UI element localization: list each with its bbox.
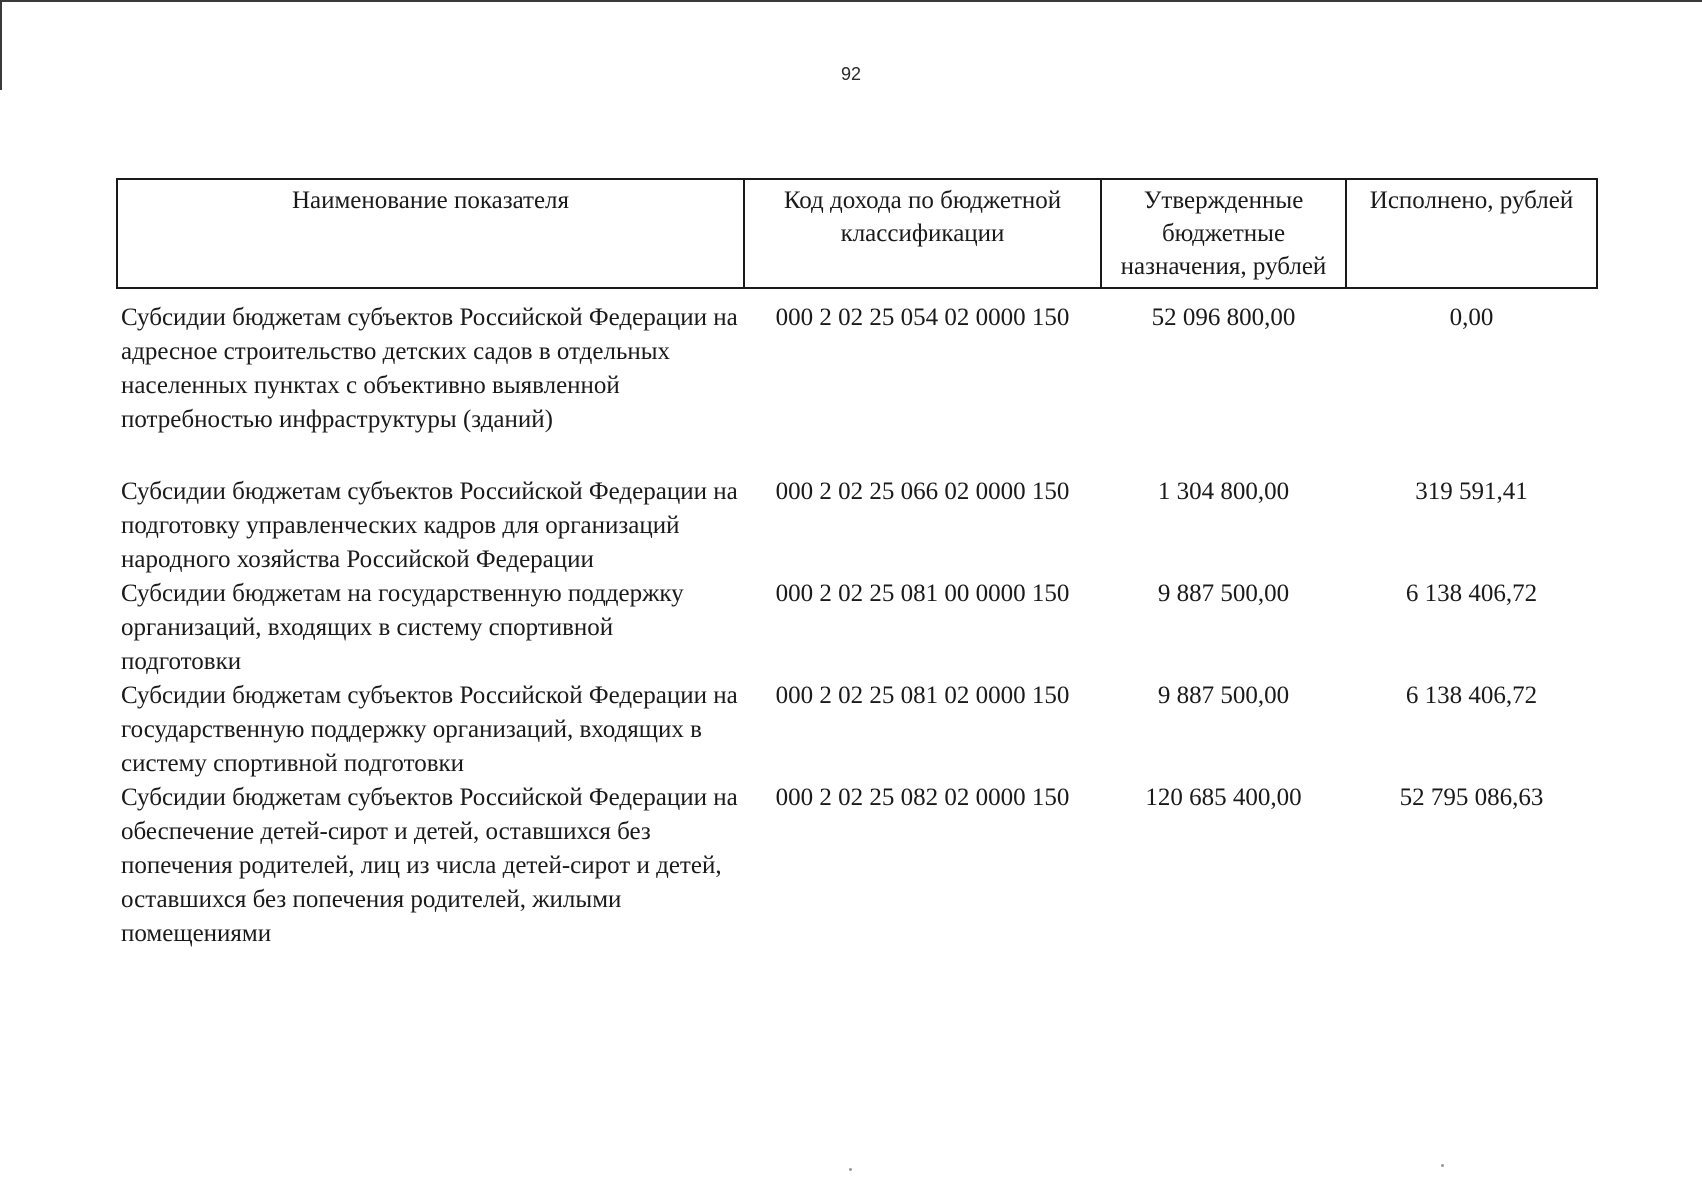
header-row bbox=[117, 179, 1597, 288]
cell-executed-amount: 52 795 086,63 bbox=[1399, 784, 1544, 811]
cell-executed-amount: 6 138 406,72 bbox=[1405, 580, 1538, 607]
header-indicator-name: Наименование показателя bbox=[117, 179, 744, 288]
scan-speck bbox=[1441, 1164, 1444, 1167]
table-row bbox=[117, 475, 1597, 577]
cell-approved-amount: 52 096 800,00 bbox=[1151, 304, 1296, 331]
cell-income-code: 000 2 02 25 082 02 0000 150 bbox=[775, 784, 1070, 811]
cell-indicator-name: Субсидии бюджетам на государственную поддержку организаций, входящих в систему спортивной подготовки bbox=[121, 580, 684, 675]
scan-edge-top bbox=[0, 0, 1702, 2]
cell-indicator-name: Субсидии бюджетам субъектов Российской Федерации на подготовку управленческих кадров для организаций народного хозяйства Российской Федерации bbox=[121, 478, 738, 573]
header-income-code: Код дохода по бюджетной классификации bbox=[744, 179, 1101, 288]
cell-executed-amount: 6 138 406,72 bbox=[1405, 682, 1538, 709]
cell-approved-amount: 1 304 800,00 bbox=[1157, 478, 1290, 505]
page-number: 92 bbox=[840, 64, 862, 84]
cell-income-code: 000 2 02 25 081 02 0000 150 bbox=[775, 682, 1070, 709]
table-header bbox=[117, 179, 1597, 288]
cell-indicator-name: Субсидии бюджетам субъектов Российской Федерации на адресное строительство детских садов в отдельных населенных пунктах с объективно выявленной потребностью инфраструктуры (зданий) bbox=[121, 304, 738, 433]
cell-executed-amount: 319 591,41 bbox=[1415, 478, 1528, 505]
header-executed-amount: Исполнено, рублей bbox=[1346, 179, 1597, 288]
table-row bbox=[117, 288, 1597, 475]
scan-speck bbox=[849, 1168, 852, 1171]
cell-indicator-name: Субсидии бюджетам субъектов Российской Федерации на государственную поддержку организаций, входящих в систему спортивной подготовки bbox=[121, 682, 738, 777]
cell-approved-amount: 9 887 500,00 bbox=[1157, 682, 1290, 709]
cell-approved-amount: 120 685 400,00 bbox=[1145, 784, 1302, 811]
header-approved-amount: Утвержденные бюджетные назначения, рублей bbox=[1101, 179, 1346, 288]
table-row bbox=[117, 577, 1597, 679]
table-row bbox=[117, 679, 1597, 781]
cell-executed-amount: 0,00 bbox=[1449, 304, 1494, 331]
table-body bbox=[117, 288, 1597, 951]
cell-approved-amount: 9 887 500,00 bbox=[1157, 580, 1290, 607]
cell-income-code: 000 2 02 25 066 02 0000 150 bbox=[775, 478, 1070, 505]
budget-income-table bbox=[116, 178, 1598, 951]
cell-indicator-name: Субсидии бюджетам субъектов Российской Федерации на обеспечение детей-сирот и детей, оставшихся без попечения родителей, лиц из числа детей-сирот и детей, оставшихся без попечения родителей, жилыми помещениями bbox=[121, 784, 738, 947]
table-row bbox=[117, 781, 1597, 951]
cell-income-code: 000 2 02 25 081 00 0000 150 bbox=[775, 580, 1070, 607]
cell-income-code: 000 2 02 25 054 02 0000 150 bbox=[775, 304, 1070, 331]
